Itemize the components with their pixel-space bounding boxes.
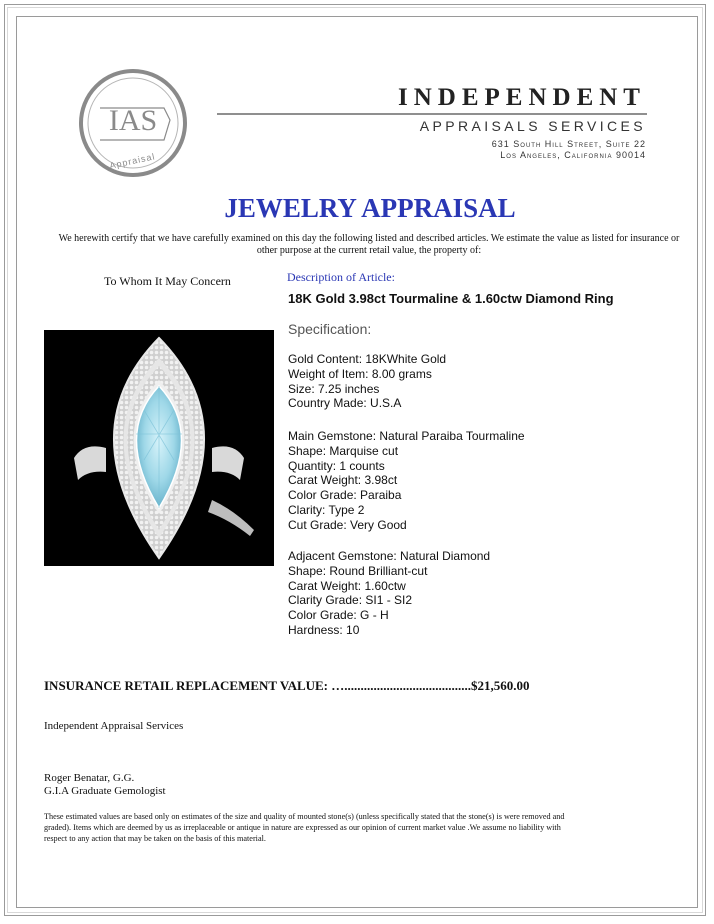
spec-line: Gold Content: 18KWhite Gold xyxy=(288,352,447,366)
spec-group-metal xyxy=(288,352,446,411)
specification-heading: Specification: xyxy=(288,321,372,337)
spec-line: Clarity Grade: SI1 - SI2 xyxy=(288,593,413,608)
logo-caption: Appraisal xyxy=(108,151,157,171)
spec-line: Shape: Round Brilliant-cut xyxy=(288,563,428,578)
header-rule xyxy=(217,113,647,115)
spec-line: Hardness: 10 xyxy=(288,622,360,637)
disclaimer: These estimated values are based only on estimates of the size and quality of mounted stone(s) (unless specifically stated that the stone(s) is were removed and graded). Items which are deemed by us as irreplaceable or antique in nature are expressed as our opinion of current market value .We assume no liability with respect to any action that may be taken on the basis of this material. xyxy=(44,812,565,843)
signer-name: Roger Benatar, G.G. xyxy=(44,772,135,784)
spec-line: Carat Weight: 1.60ctw xyxy=(288,578,406,593)
spec-line: Quantity: 1 counts xyxy=(288,458,385,473)
company-address-line1: 631 South Hill Street, Suite 22 xyxy=(491,139,646,149)
spec-group-main-gem xyxy=(288,429,525,533)
spec-group-adjacent-gem xyxy=(288,549,490,638)
signer-title: G.I.A Graduate Gemologist xyxy=(44,785,166,797)
spec-line: Weight of Item: 8.00 grams xyxy=(288,366,432,381)
spec-line: Country Made: U.S.A xyxy=(288,396,402,411)
intro-paragraph: We herewith certify that we have carefully examined on this day the following listed and described articles. We estimate the value as listed for insurance or other purpose at the current retail value, the property of: xyxy=(58,233,680,256)
spec-line: Carat Weight: 3.98ct xyxy=(288,473,398,488)
company-address-line2: Los Angeles, California 90014 xyxy=(500,150,646,160)
company-subtitle: APPRAISALS SERVICES xyxy=(419,118,646,134)
spec-line: Adjacent Gemstone: Natural Diamond xyxy=(288,549,491,563)
spec-line: Color Grade: Paraiba xyxy=(288,488,402,503)
spec-line: Size: 7.25 inches xyxy=(288,381,380,396)
insurance-value: INSURANCE RETAIL REPLACEMENT VALUE: ….......................................$21,560.00 xyxy=(44,678,530,693)
product-title: 18K Gold 3.98ct Tourmaline & 1.60ctw Diamond Ring xyxy=(288,291,614,306)
spec-line: Cut Grade: Very Good xyxy=(288,517,407,532)
spec-line: Shape: Marquise cut xyxy=(288,443,399,458)
description-label: Description of Article: xyxy=(287,270,395,284)
spec-line: Color Grade: G - H xyxy=(288,608,389,623)
document-title: JEWELRY APPRAISAL xyxy=(224,193,516,223)
spec-line: Clarity: Type 2 xyxy=(288,502,365,517)
signer-block xyxy=(44,772,166,798)
ring-photo xyxy=(44,330,274,566)
company-name: INDEPENDENT xyxy=(398,84,646,111)
logo-monogram: IAS xyxy=(108,104,158,137)
footer-company: Independent Appraisal Services xyxy=(44,720,184,732)
recipient: To Whom It May Concern xyxy=(104,274,231,288)
spec-line: Main Gemstone: Natural Paraiba Tourmaline xyxy=(288,429,525,443)
ias-logo xyxy=(78,68,188,178)
